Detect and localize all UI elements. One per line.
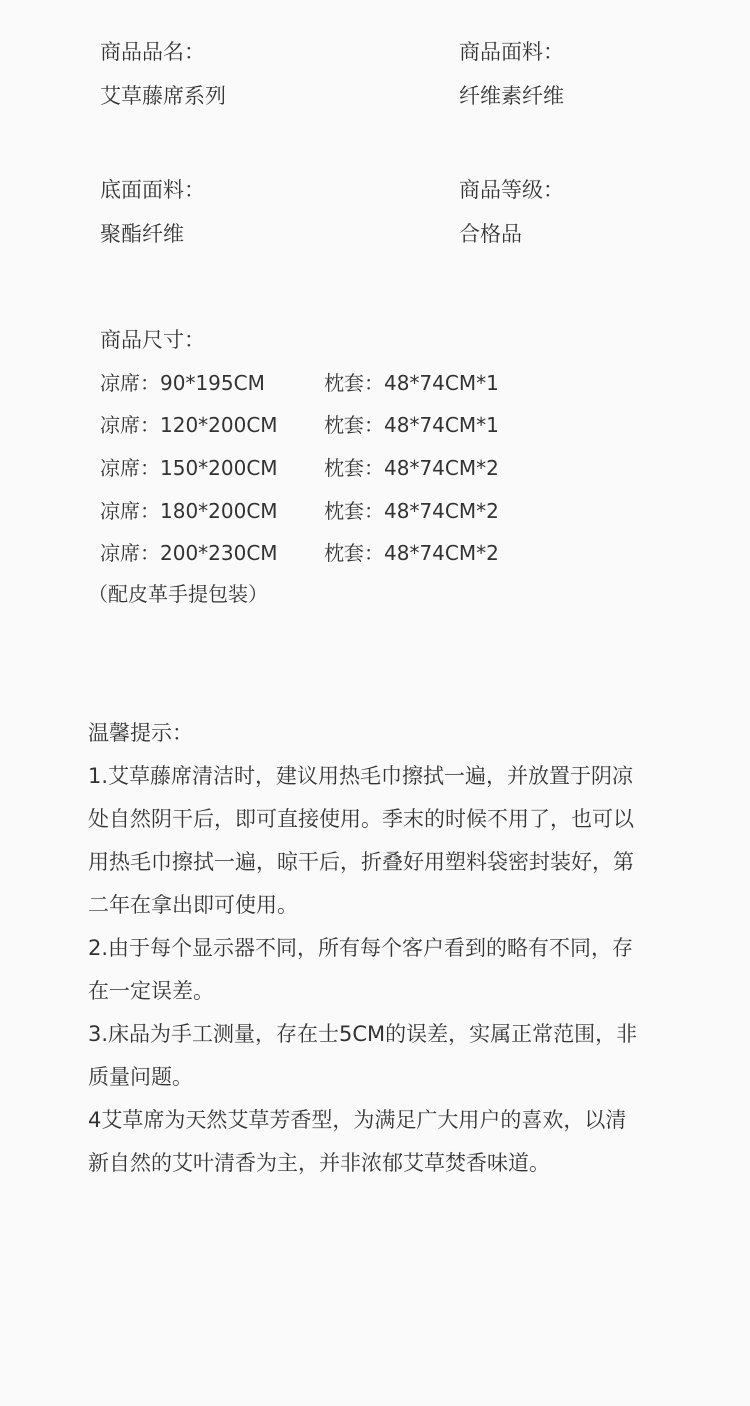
size-row [100,499,499,523]
size-row [100,456,499,480]
mat-size: 凉席：120*200CM [100,413,278,437]
size-row [100,541,499,565]
mat-size: 凉席：200*230CM [100,541,278,565]
tip-line: 2.由于每个显示器不同，所有每个客户看到的略有不同，存 [88,936,634,960]
tip-line: 4艾草席为天然艾草芳香型，为满足广大用户的喜欢，以清 [88,1108,627,1132]
fabric-value: 纤维素纤维 [459,84,564,108]
tip-line: 质量问题。 [88,1065,193,1089]
tip-line: 1.艾草藤席清洁时，建议用热毛巾擦拭一遍，并放置于阴凉 [88,764,634,788]
tips-title: 温馨提示： [88,721,193,745]
tip-line: 3.床品为手工测量，存在士5CM的误差，实属正常范围，非 [88,1022,638,1046]
bottom-fabric-value: 聚酯纤维 [100,222,184,246]
tip-line: 用热毛巾擦拭一遍，晾干后，折叠好用塑料袋密封装好，第 [88,850,634,874]
product-name-value: 艾草藤席系列 [100,84,226,108]
tip-line: 新自然的艾叶清香为主，并非浓郁艾草焚香味道。 [88,1151,550,1175]
pillow-size: 枕套：48*74CM*2 [324,541,499,565]
size-row [100,371,499,395]
pillow-size: 枕套：48*74CM*2 [324,456,499,480]
bottom-fabric-label: 底面面料： [100,178,205,202]
tip-line: 处自然阴干后，即可直接使用。季末的时候不用了，也可以 [88,807,634,831]
mat-size: 凉席：180*200CM [100,499,278,523]
mat-size: 凉席：90*195CM [100,371,265,395]
grade-value: 合格品 [459,222,522,246]
mat-size: 凉席：150*200CM [100,456,278,480]
pillow-size: 枕套：48*74CM*1 [324,371,499,395]
tip-line: 在一定误差。 [88,979,214,1003]
product-name-label: 商品品名： [100,40,205,64]
pillow-size: 枕套：48*74CM*2 [324,499,499,523]
size-row [100,413,499,437]
tip-line: 二年在拿出即可使用。 [88,893,298,917]
size-label: 商品尺寸： [100,328,205,352]
pillow-size: 枕套：48*74CM*1 [324,413,499,437]
packaging-note: （配皮革手提包装） [88,582,268,606]
grade-label: 商品等级： [459,178,564,202]
fabric-label: 商品面料： [459,40,564,64]
